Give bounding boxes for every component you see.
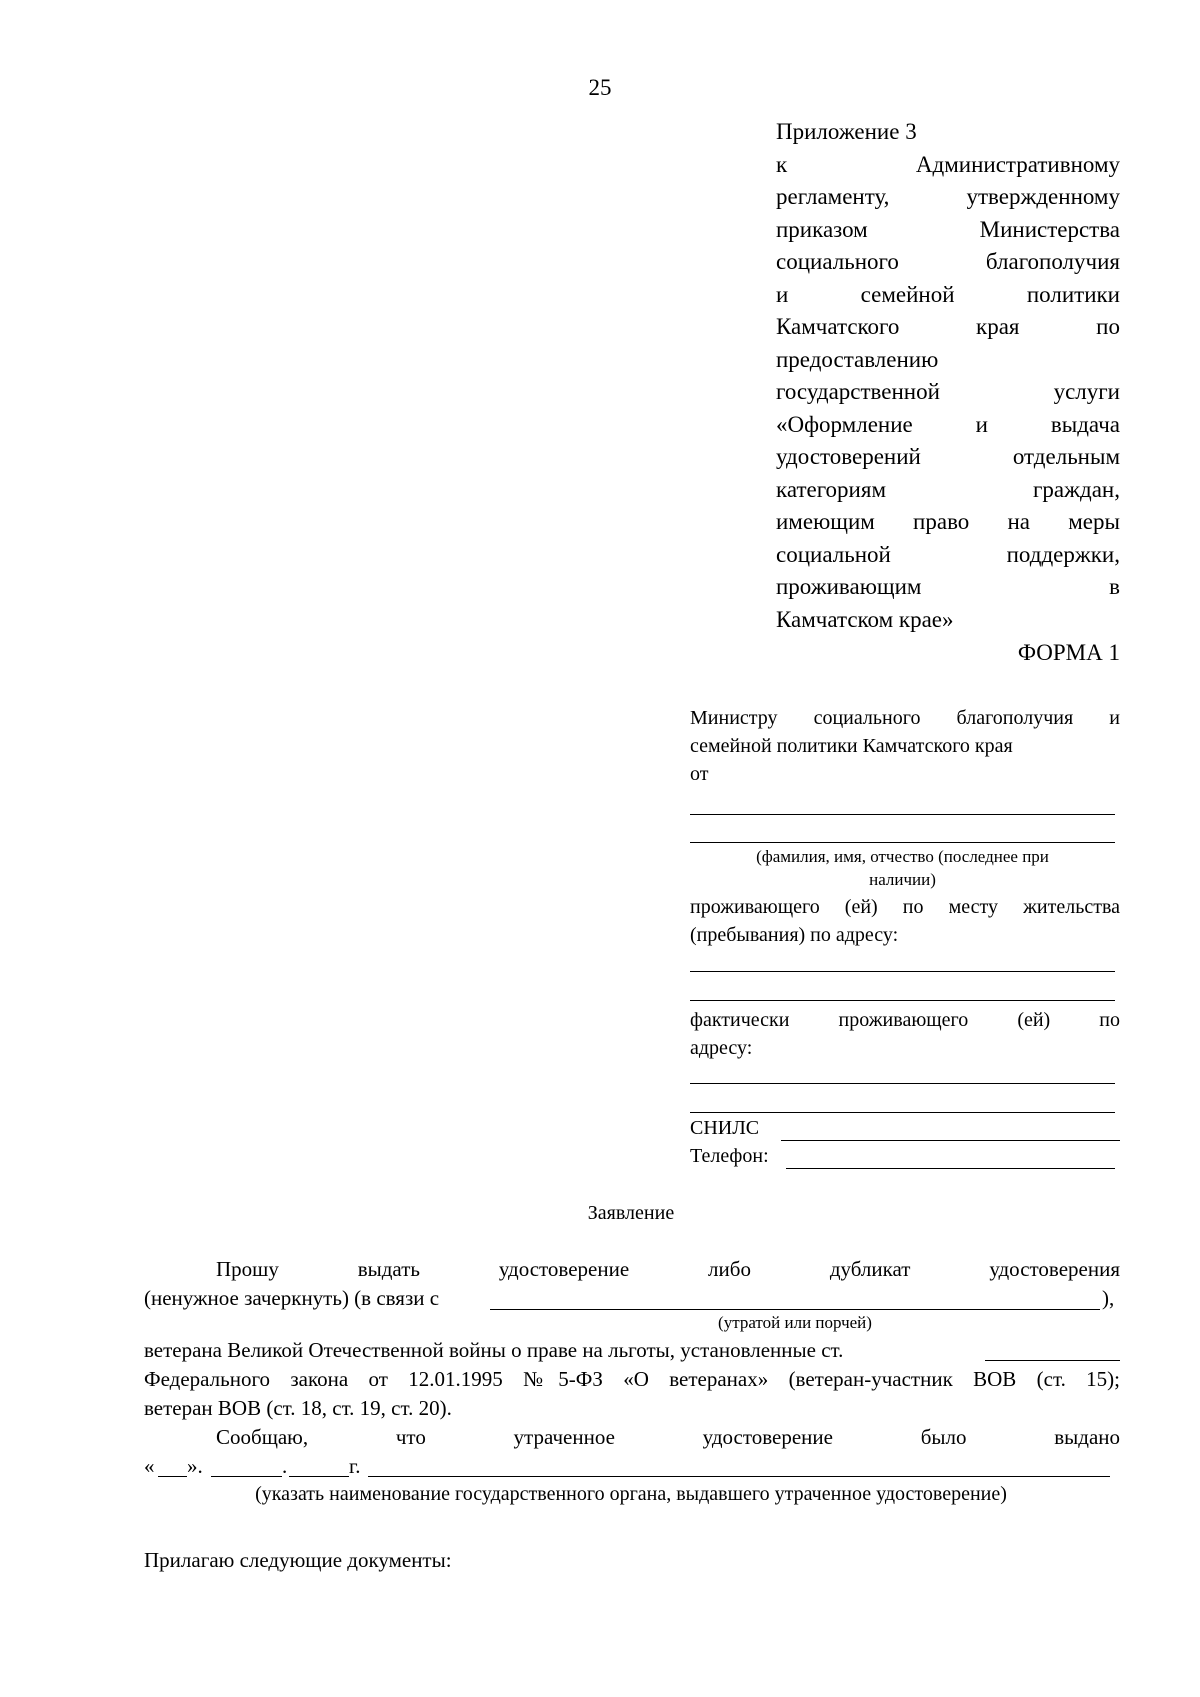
appendix-line: Камчатском крае»: [776, 606, 954, 632]
appendix-line: категориям граждан,: [776, 476, 1120, 502]
date-close-quote: ».: [187, 1454, 203, 1478]
addressee-line-2: семейной политики Камчатского края: [690, 735, 1013, 757]
appendix-line: удостоверений отдельным: [776, 444, 1120, 469]
fio-line-1[interactable]: [690, 814, 1115, 815]
residence-block: [690, 893, 1120, 949]
statement-paragraph-1: [144, 1255, 1120, 1284]
reason-field[interactable]: [490, 1309, 1100, 1310]
appendix-line: государственной услуги: [776, 379, 1120, 404]
authority-caption: (указать наименование государственного органа, выдавшего утраченное удостоверение): [255, 1483, 1007, 1505]
appendix-line: социального благополучия: [776, 249, 1120, 274]
loss-caption: (утратой или порчей): [718, 1313, 872, 1332]
date-month-field[interactable]: [211, 1476, 282, 1477]
appendix-line: и семейной политики: [776, 281, 1120, 307]
residence-address-line-2[interactable]: [690, 1000, 1115, 1001]
appendix-line: «Оформление и выдача: [776, 411, 1120, 437]
appendix-line: предоставлению: [776, 346, 939, 372]
attachments-label: Прилагаю следующие документы:: [144, 1548, 452, 1572]
date-dot: .: [282, 1454, 288, 1478]
appendix-block: [776, 116, 1120, 670]
statement-paragraph-2: [144, 1423, 1120, 1452]
veteran-line: ветерана Великой Отечественной войны о праве на льготы, установленные ст.: [144, 1338, 844, 1362]
addressee-from: от: [690, 763, 709, 785]
actual-line-2: адресу:: [690, 1037, 753, 1059]
addressee-block: [690, 704, 1120, 788]
law-line-wrap: [144, 1365, 1120, 1394]
appendix-line: приказом Министерства: [776, 216, 1120, 242]
date-open-quote: «: [144, 1454, 155, 1478]
reason-start: (ненужное зачеркнуть) (в связи с: [144, 1286, 440, 1310]
appendix-line: имеющим право на меры: [776, 509, 1120, 534]
appendix-line: Камчатского края по: [776, 314, 1120, 339]
fio-line-2[interactable]: [690, 842, 1115, 843]
appendix-line: регламенту, утвержденному: [776, 184, 1120, 209]
actual-line-1: фактически проживающего (ей) по: [690, 1009, 1120, 1031]
residence-address-line-1[interactable]: [690, 971, 1115, 972]
actual-address-block: [690, 1006, 1120, 1062]
appendix-line: социальной поддержки,: [776, 541, 1120, 567]
residence-line-2: (пребывания) по адресу:: [690, 924, 899, 946]
statement-title: Заявление: [587, 1202, 675, 1224]
fio-caption-line-2: наличии): [869, 870, 936, 889]
snils-field[interactable]: [781, 1140, 1120, 1141]
date-year-field[interactable]: [289, 1476, 349, 1477]
appendix-line: к Административному: [776, 151, 1120, 177]
appendix-line: проживающим в: [776, 574, 1120, 599]
actual-address-line-2[interactable]: [690, 1112, 1115, 1113]
phone-label: Телефон:: [690, 1145, 769, 1167]
veteran-articles-line: ветеран ВОВ (ст. 18, ст. 19, ст. 20).: [144, 1396, 452, 1420]
appendix-title: Приложение 3: [776, 119, 917, 144]
form-label: ФОРМА 1: [1017, 640, 1120, 665]
reason-end: ),: [1102, 1286, 1115, 1310]
addressee-line-1: Министру социального благополучия и: [690, 707, 1120, 729]
phone-field[interactable]: [786, 1168, 1115, 1169]
actual-address-line-1[interactable]: [690, 1083, 1115, 1084]
residence-line-1: проживающего (ей) по месту жительства: [690, 896, 1120, 918]
article-field[interactable]: [985, 1360, 1120, 1361]
report-line: Сообщаю, что утраченное удостоверение было выдано: [216, 1425, 1120, 1449]
date-day-field[interactable]: [158, 1476, 187, 1477]
fio-caption-line-1: (фамилия, имя, отчество (последнее при: [756, 847, 1049, 866]
appendix-text: [776, 149, 1120, 637]
request-line: Прошу выдать удостоверение либо дубликат удостоверения: [216, 1257, 1120, 1281]
issuing-authority-field[interactable]: [368, 1476, 1110, 1477]
fio-caption: [690, 845, 1115, 891]
page-number: 25: [588, 75, 612, 100]
law-line: Федерального закона от 12.01.1995 №5-ФЗ «О ветеранах» (ветеран-участник ВОВ (ст. 15);: [144, 1367, 1120, 1391]
date-year-suffix: г.: [349, 1454, 361, 1478]
snils-label: СНИЛС: [690, 1117, 760, 1139]
